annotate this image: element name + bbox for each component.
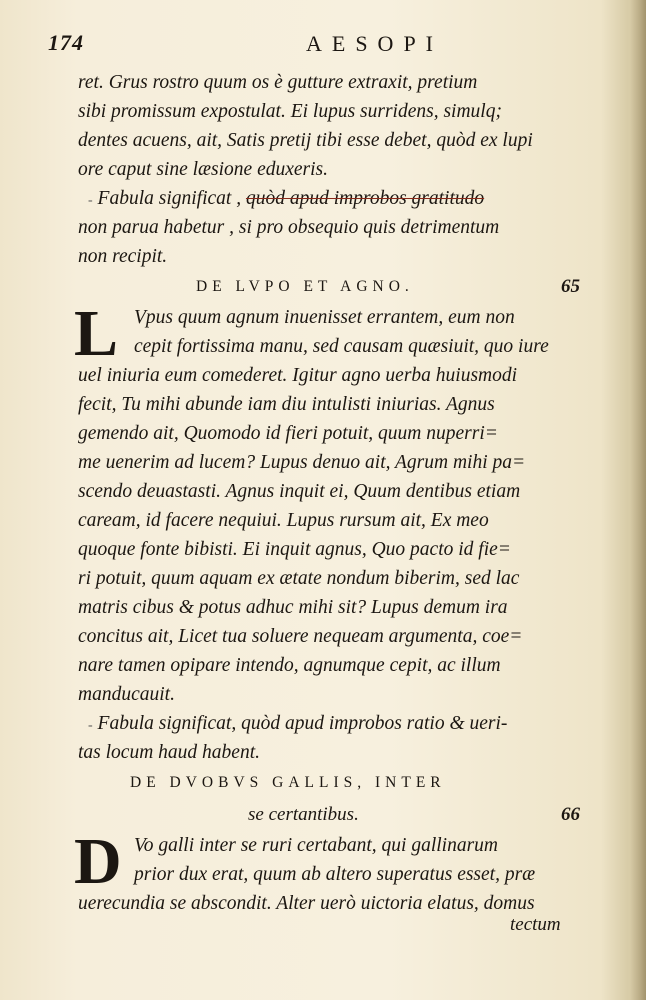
moral-line: non recipit. [78,246,168,267]
page-edge-shadow [630,0,646,1000]
moral-line [78,184,598,213]
paragraph-mark: - [88,718,93,733]
fable-body [74,825,598,918]
moral-line: non parua habetur , si pro obsequio quis detrimentum [78,217,500,238]
text-line: dentes acuens, ait, Satis pretij tibi esse debet, quòd ex lupi [78,130,533,151]
fable-title [78,767,598,799]
text-line: matris cibus & potus adhuc mihi sit? Lupus demum ira [78,597,508,618]
text-line: caream, id facere nequiui. Lupus rursum ait, Ex meo [78,510,489,531]
text-line: manducauit. [78,684,175,705]
running-head: AESOPI [306,31,444,56]
fable-number: 65 [561,276,580,297]
struck-through-text: quòd apud improbos gratitudo [245,188,485,209]
moral-line [78,709,598,738]
fable-title-text: se certantibus. [248,804,359,825]
text-line: Vo galli inter se ruri certabant, qui gallinarum [134,835,498,856]
text-line: me uenerim ad lucem? Lupus denuo ait, Agrum mihi pa= [78,452,526,473]
moral-line: tas locum haud habent. [78,742,260,763]
moral-text-start: Fabula significat , [97,188,246,209]
fable-number: 66 [561,804,580,825]
text-line: nare tamen opipare intendo, agnumque cepit, ac illum [78,655,501,676]
catchword: tectum [510,914,561,935]
text-line: gemendo ait, Quomodo id fieri potuit, quum nuperri= [78,423,498,444]
drop-initial: L [74,297,119,370]
folio-number: 174 [48,30,84,55]
fable-body [74,297,598,709]
text-line: quoque fonte bibisti. Ei inquit agnus, Quo pacto id fie= [78,539,511,560]
paragraph-mark: - [88,193,93,208]
text-line: scendo deuastasti. Agnus inquit ei, Quum dentibus etiam [78,481,521,502]
text-line: cepit fortissima manu, sed causam quæsiuit, quo iure [134,336,549,357]
text-line: uel iniuria eum comederet. Igitur agno uerba huiusmodi [78,365,518,386]
drop-initial: D [74,825,122,898]
text-line: prior dux erat, quum ab altero superatus esset, præ [134,864,536,885]
fable-title-text: DE LVPO ET AGNO. [196,278,414,295]
text-line: sibi promissum expostulat. Ei lupus surridens, simulq; [78,101,502,122]
page-header [48,30,588,64]
text-line: uerecundia se abscondit. Alter uerò uictoria elatus, domus [78,893,535,914]
fable-title-continued [78,799,598,831]
text-line: concitus ait, Licet tua soluere nequeam argumenta, coe= [78,626,523,647]
text-line: Vpus quum agnum inuenisset errantem, eum non [134,307,515,328]
fable-title [78,271,598,303]
moral-text: Fabula significat, quòd apud improbos ratio & ueri- [97,713,508,734]
text-block [74,68,598,918]
text-line: fecit, Tu mihi abunde iam diu intulisti iniurias. Agnus [78,394,495,415]
text-line: ore caput sine læsione eduxeris. [78,159,329,180]
text-line: ret. Grus rostro quum os è gutture extraxit, pretium [78,72,478,93]
fable-title-text: DE DVOBVS GALLIS, INTER [130,774,446,791]
text-line: ri potuit, quum aquam ex ætate nondum biberim, sed lac [78,568,520,589]
